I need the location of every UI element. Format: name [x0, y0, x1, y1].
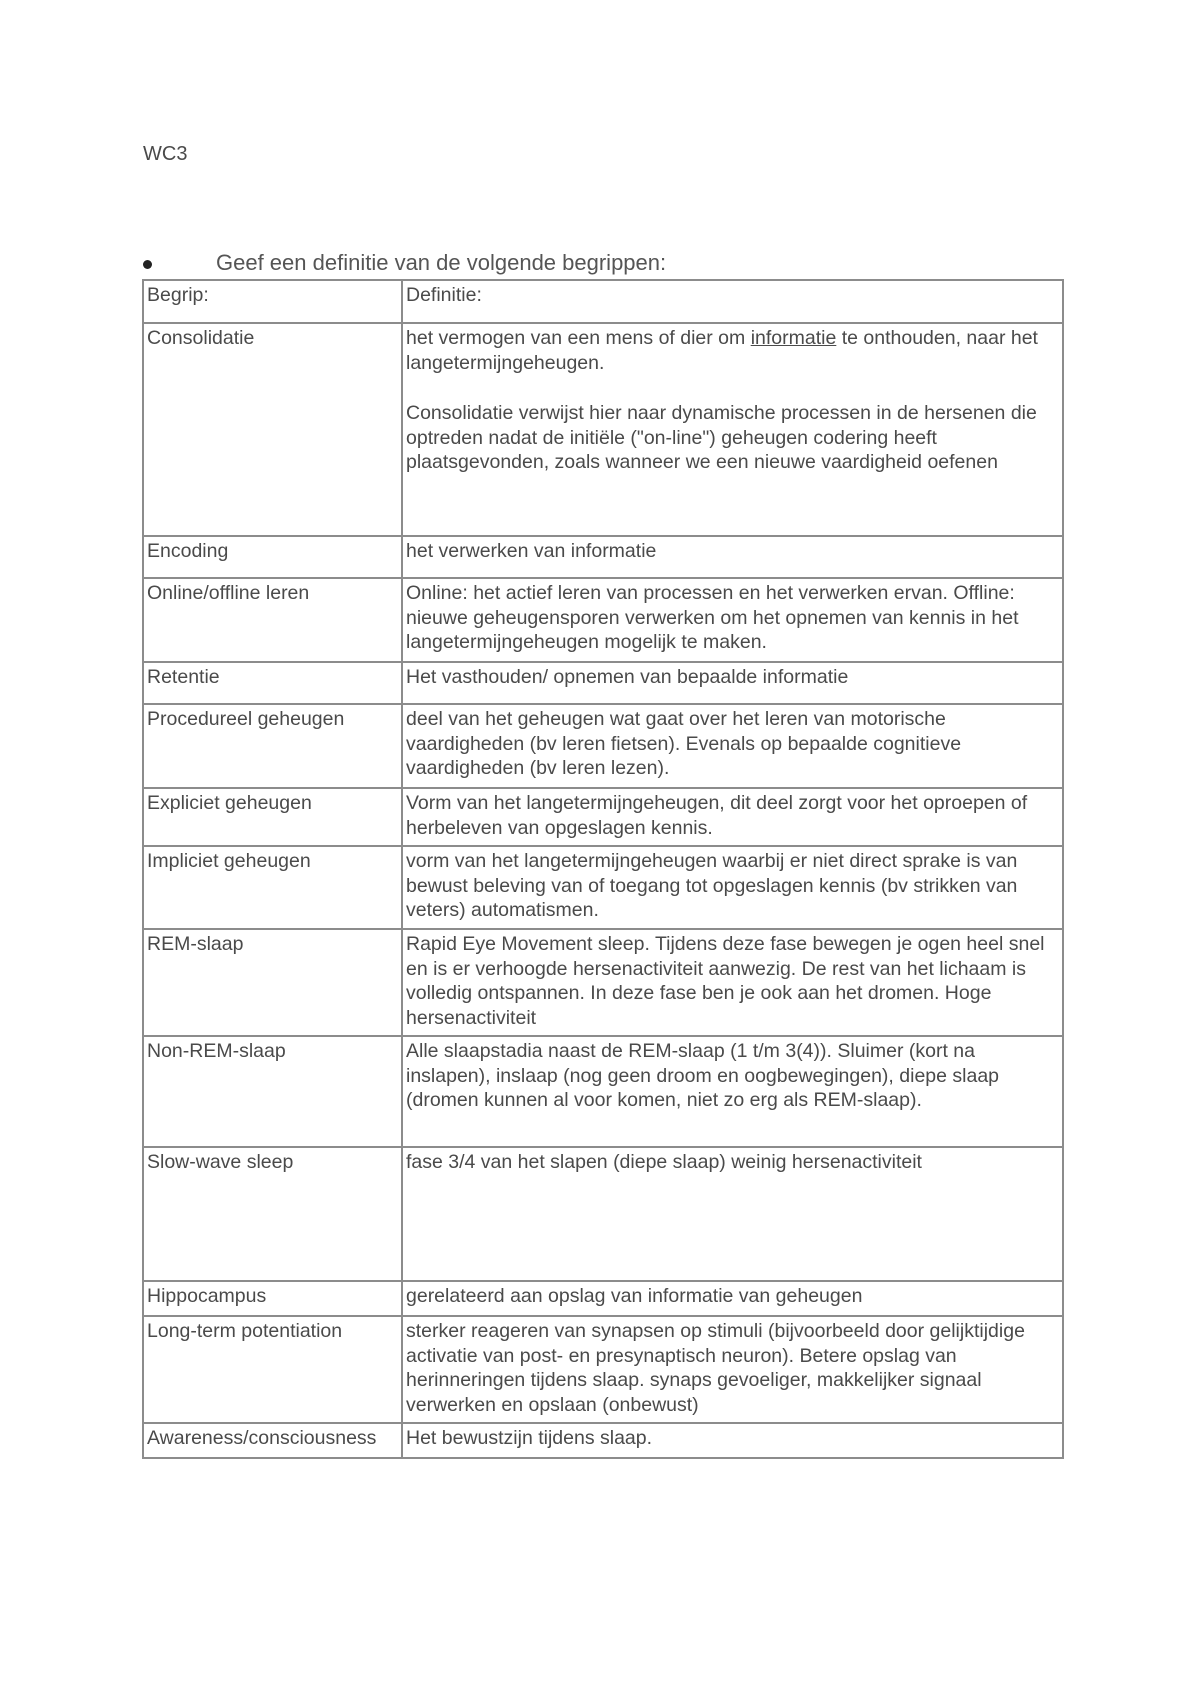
- definition-cell: deel van het geheugen wat gaat over het leren van motorische vaardigheden (bv leren fietsen). Evenals op bepaalde cognitieve vaardigheden (bv leren lezen).: [402, 704, 1063, 788]
- definition-cell: Online: het actief leren van processen en het verwerken ervan. Offline: nieuwe geheugensporen verwerken om het opnemen van kennis in het langetermijngeheugen mogelijk te maken.: [402, 578, 1063, 662]
- table-row: [143, 323, 1063, 536]
- table-row: [143, 1036, 1063, 1147]
- definition-cell: Het vasthouden/ opnemen van bepaalde informatie: [402, 662, 1063, 704]
- term-cell: Consolidatie: [143, 323, 402, 536]
- definition-cell: Alle slaapstadia naast de REM-slaap (1 t/m 3(4)). Sluimer (kort na inslapen), inslaap (nog geen droom en oogbewegingen), diepe slaap (dromen kunnen al voor komen, niet zo erg als REM-slaap).: [402, 1036, 1063, 1147]
- definition-cell: vorm van het langetermijngeheugen waarbij er niet direct sprake is van bewust beleving van of toegang tot opgeslagen kennis (bv strikken van veters) automatismen.: [402, 846, 1063, 929]
- table-row: [143, 1423, 1063, 1458]
- table-row: [143, 929, 1063, 1036]
- informatie-link[interactable]: informatie: [750, 327, 837, 349]
- table-header-row: [143, 280, 1063, 323]
- table-row: [143, 1316, 1063, 1423]
- definition-text: het vermogen van een mens of dier om: [406, 327, 751, 349]
- term-cell: Procedureel geheugen: [143, 704, 402, 788]
- term-cell: Slow-wave sleep: [143, 1147, 402, 1281]
- term-cell: Non-REM-slaap: [143, 1036, 402, 1147]
- definition-extra-text: Consolidatie verwijst hier naar dynamische processen in de hersenen die optreden nadat de initiële ("on-line") geheugen codering heeft plaatsgevonden, zoals wanneer we een nieuwe vaardigheid oefenen: [406, 402, 1037, 473]
- table-row: [143, 1281, 1063, 1316]
- bullet-icon: [143, 260, 152, 269]
- instruction-text: Geef een definitie van de volgende begrippen:: [216, 250, 667, 275]
- definition-text: te onthouden, naar het langetermijngeheugen.: [406, 327, 1038, 374]
- table-row: [143, 1147, 1063, 1281]
- header-term: Begrip:: [143, 280, 402, 323]
- table-row: [143, 536, 1063, 578]
- header-definition: Definitie:: [402, 280, 1063, 323]
- definitions-table: [142, 279, 1064, 1459]
- definition-cell: Rapid Eye Movement sleep. Tijdens deze fase bewegen je ogen heel snel en is er verhoogde hersenactiviteit aanwezig. De rest van het lichaam is volledig ontspannen. In deze fase ben je ook aan het dromen. Hoge hersenactiviteit: [402, 929, 1063, 1036]
- term-cell: Online/offline leren: [143, 578, 402, 662]
- term-cell: Retentie: [143, 662, 402, 704]
- definition-cell: het verwerken van informatie: [402, 536, 1063, 578]
- table-row: [143, 704, 1063, 788]
- term-cell: Expliciet geheugen: [143, 788, 402, 846]
- term-cell: Hippocampus: [143, 1281, 402, 1316]
- definition-cell: Het bewustzijn tijdens slaap.: [402, 1423, 1063, 1458]
- definition-cell: sterker reageren van synapsen op stimuli (bijvoorbeeld door gelijktijdige activatie van post- en presynaptisch neuron). Betere opslag van herinneringen tijdens slaap. synaps gevoeliger, makkelijker signaal verwerken en opslaan (onbewust): [402, 1316, 1063, 1423]
- term-cell: Encoding: [143, 536, 402, 578]
- definition-cell: Vorm van het langetermijngeheugen, dit deel zorgt voor het oproepen of herbeleven van opgeslagen kennis.: [402, 788, 1063, 846]
- document-title: WC3: [143, 143, 188, 165]
- table-row: [143, 662, 1063, 704]
- table-row: [143, 578, 1063, 662]
- term-cell: Awareness/consciousness: [143, 1423, 402, 1458]
- term-cell: REM-slaap: [143, 929, 402, 1036]
- definition-cell: [402, 323, 1063, 536]
- definition-cell: fase 3/4 van het slapen (diepe slaap) weinig hersenactiviteit: [402, 1147, 1063, 1281]
- term-cell: Long-term potentiation: [143, 1316, 402, 1423]
- table-row: [143, 846, 1063, 929]
- definition-cell: gerelateerd aan opslag van informatie van geheugen: [402, 1281, 1063, 1316]
- term-cell: Impliciet geheugen: [143, 846, 402, 929]
- instruction-bullet: [143, 250, 666, 276]
- table-row: [143, 788, 1063, 846]
